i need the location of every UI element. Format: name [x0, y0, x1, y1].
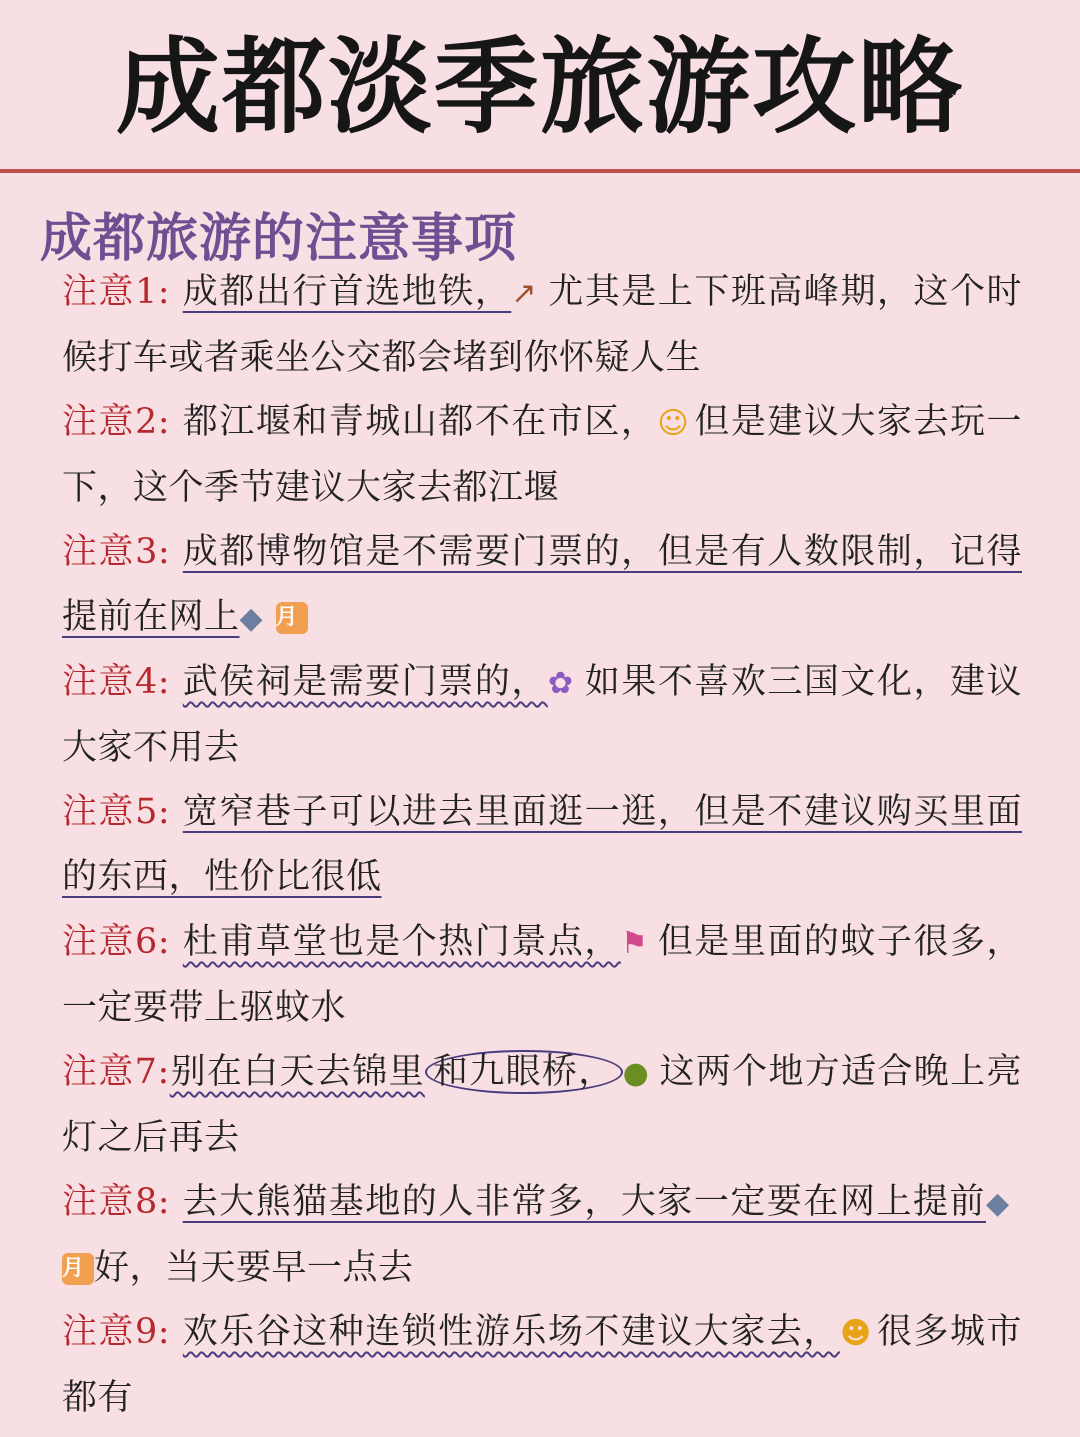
- note-5: [62, 780, 1022, 910]
- note-label: 注意9:: [62, 1312, 171, 1352]
- note-4: [62, 650, 1022, 780]
- note-text: 别在白天去锦里: [169, 1052, 425, 1092]
- note-9: [62, 1300, 1022, 1430]
- note-text: 武侯祠是需要门票的，: [182, 662, 548, 702]
- note-text: 成都出行首选地铁，: [182, 272, 512, 312]
- note-1: [62, 260, 1022, 390]
- note-6: [62, 910, 1022, 1040]
- note-label: 注意8:: [62, 1182, 171, 1222]
- note-text: 这两个地方适合晚上亮灯之后再去: [62, 1052, 1022, 1158]
- page-title: 成都淡季旅游攻略: [115, 26, 964, 148]
- note-text: 但是里面的蚊子很多，一定要带上驱蚊水: [62, 922, 1022, 1028]
- note-2: [62, 390, 1022, 520]
- note-label: 注意7:: [62, 1052, 170, 1092]
- section-heading: 成都旅游的注意事项: [40, 208, 518, 269]
- note-text: 很多城市都有: [62, 1312, 1022, 1418]
- note-label: 注意3:: [62, 532, 171, 572]
- note-label: 注意1:: [62, 272, 171, 312]
- note-text: 欢乐谷这种连锁性游乐场不建议大家去，: [182, 1312, 840, 1352]
- circled-text: 和九眼桥，: [425, 1050, 623, 1094]
- title-divider: [0, 169, 1080, 173]
- note-text: 尤其是上下班高峰期，这个时候打车或者乘坐公交都会堵到你怀疑人生: [62, 272, 1022, 378]
- note-text: 宽窄巷子可以进去里面逛一逛，但是不建议购买里面的东西，性价比很低: [62, 792, 1022, 897]
- note-text: 如果不喜欢三国文化，建议大家不用去: [62, 662, 1022, 768]
- note-text: 去大熊猫基地的人非常多，大家一定要在网上提前: [182, 1182, 986, 1222]
- note-text: 成都博物馆是不需要门票的，但是有人数限制，记得提前在网上: [62, 532, 1022, 637]
- note-label: 注意2:: [62, 402, 171, 442]
- note-label: 注意6:: [62, 922, 171, 962]
- moon-badge-icon: 月: [276, 602, 308, 634]
- moon-badge-icon: 月: [62, 1253, 94, 1285]
- avocado-icon: ●: [622, 1056, 650, 1091]
- fish-icon: ◆: [985, 1186, 1010, 1221]
- note-text: 但是建议大家去玩一下，这个季节建议大家去都江堰: [62, 402, 1022, 508]
- fish-icon: ◆: [239, 601, 264, 636]
- notes-list: [62, 260, 1022, 1430]
- note-label: 注意4:: [62, 662, 171, 702]
- note-label: 注意5:: [62, 792, 171, 832]
- rainbow-flag-icon: ⚑: [620, 926, 649, 961]
- note-3: [62, 520, 1022, 650]
- heart-eyes-icon: ☻: [839, 1316, 872, 1351]
- note-text: 杜甫草堂也是个热门景点，: [182, 922, 621, 962]
- note-7: [62, 1040, 1022, 1170]
- note-8: [62, 1170, 1022, 1300]
- note-text: 都江堰和青城山都不在市区，: [182, 402, 658, 442]
- butterfly-icon: ✿: [547, 666, 574, 701]
- canoe-icon: ↗: [511, 276, 537, 311]
- note-text: 好，当天要早一点去: [94, 1248, 414, 1288]
- kiss-face-icon: ☺: [657, 406, 690, 441]
